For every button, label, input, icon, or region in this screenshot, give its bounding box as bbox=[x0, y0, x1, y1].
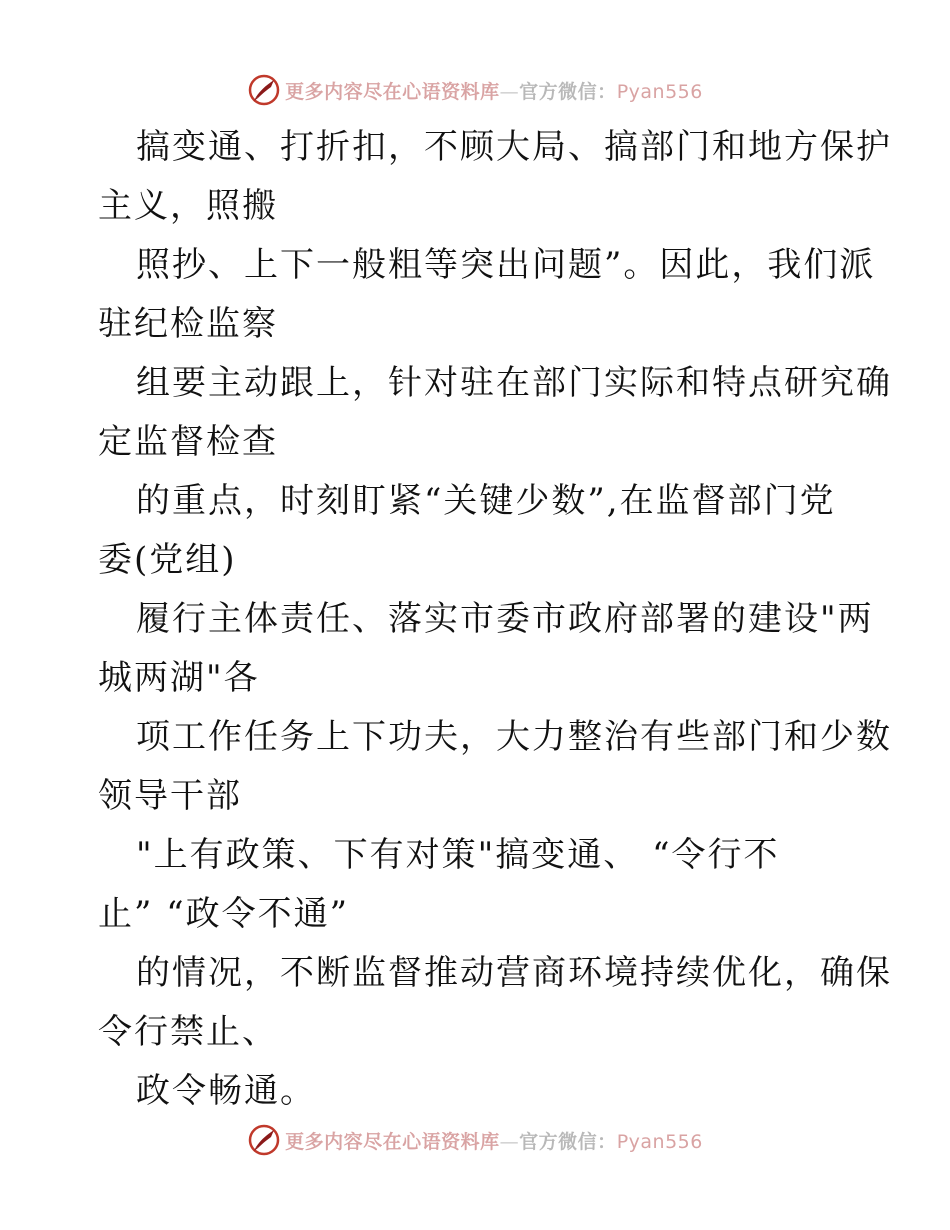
footer-text bbox=[285, 1127, 703, 1154]
paragraph-line: 照抄、上下一般粗等突出问题”。因此，我们派 bbox=[136, 245, 876, 285]
paragraph bbox=[98, 1062, 858, 1121]
paragraph-line: 搞变通、打折扣，不顾大局、搞部门和地方保护 bbox=[136, 127, 892, 167]
paragraph-line: 定监督检查 bbox=[98, 422, 278, 462]
paragraph-line: 政令畅通。 bbox=[136, 1071, 316, 1111]
header-dash: — bbox=[499, 80, 520, 103]
header-text bbox=[285, 77, 703, 104]
paragraph bbox=[98, 472, 858, 590]
paragraph-line: 履行主体责任、落实市委市政府部署的建设"两 bbox=[136, 599, 874, 639]
footer-wechat-label: 官方微信： bbox=[519, 1130, 617, 1153]
footer-site-text: 更多内容尽在心语资料库 bbox=[285, 1130, 500, 1153]
footer-banner bbox=[0, 1120, 950, 1160]
footer-wechat-id: Pyan556 bbox=[616, 1130, 703, 1153]
paragraph-line: 的情况，不断监督推动营商环境持续优化，确保 bbox=[136, 953, 892, 993]
paragraph-line: 驻纪检监察 bbox=[98, 304, 278, 344]
paragraph bbox=[98, 118, 892, 236]
paragraph-line: 项工作任务上下功夫，大力整治有些部门和少数 bbox=[136, 717, 892, 757]
paragraph bbox=[98, 236, 876, 354]
footer-dash: — bbox=[499, 1130, 520, 1153]
header-wechat-id: Pyan556 bbox=[616, 80, 703, 103]
paragraph-line: 组要主动跟上，针对驻在部门实际和特点研究确 bbox=[136, 363, 892, 403]
paragraph bbox=[98, 944, 892, 1062]
paragraph bbox=[98, 708, 892, 826]
document-body bbox=[98, 118, 892, 1121]
paragraph-line: 的重点，时刻盯紧“关键少数”,在监督部门党 bbox=[136, 481, 836, 521]
paragraph bbox=[98, 590, 874, 708]
paragraph-line: "上有政策、下有对策"搞变通、 “令行不 bbox=[136, 835, 780, 875]
paragraph-line: 令行禁止、 bbox=[98, 1012, 278, 1052]
paragraph-line: 城两湖"各 bbox=[98, 658, 260, 698]
header-site-text: 更多内容尽在心语资料库 bbox=[285, 80, 500, 103]
paragraph-line: 止” “政令不通” bbox=[98, 894, 349, 934]
paragraph-line: 主义，照搬 bbox=[98, 186, 278, 226]
paragraph bbox=[98, 354, 892, 472]
header-wechat-label: 官方微信： bbox=[519, 80, 617, 103]
header-banner bbox=[0, 70, 950, 110]
paragraph bbox=[98, 826, 858, 944]
paragraph-line: 委(党组) bbox=[98, 540, 237, 580]
brand-logo-icon bbox=[247, 73, 281, 107]
paragraph-line: 领导干部 bbox=[98, 776, 242, 816]
brand-logo-icon bbox=[247, 1123, 281, 1157]
